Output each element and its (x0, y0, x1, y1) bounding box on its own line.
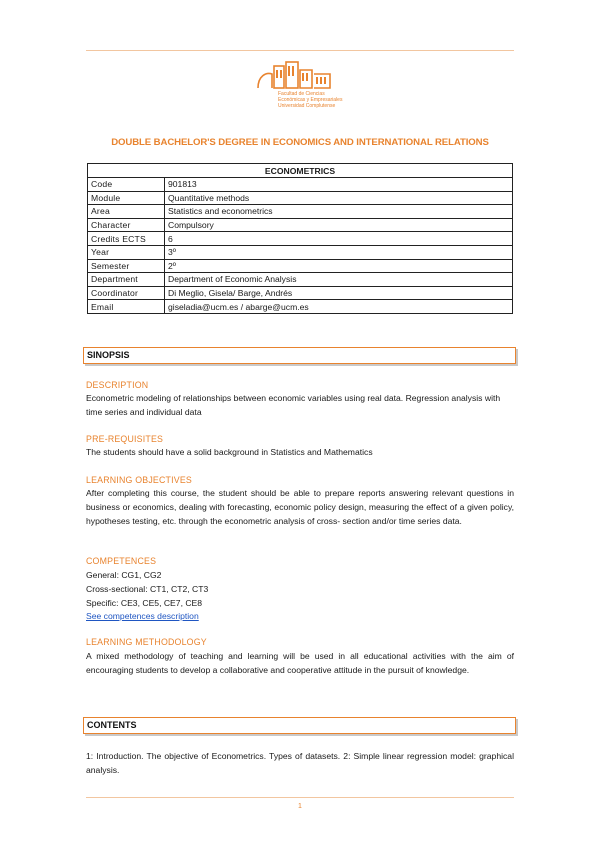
contents-text: 1: Introduction. The objective of Econometrics. Types of datasets. 2: Simple linear regression model: graphical analysis. (86, 751, 514, 775)
description-text: Econometric modeling of relationships between economic variables using real data. Regression analysis with time series and individual data (86, 393, 501, 417)
footer-rule (86, 797, 514, 798)
degree-title: DOUBLE BACHELOR'S DEGREE IN ECONOMICS AND INTERNATIONAL RELATIONS (111, 137, 489, 148)
prereq-text: The students should have a solid background in Statistics and Mathematics (86, 447, 373, 457)
sinopsis-section-header (83, 347, 516, 364)
contents-section-header (83, 717, 516, 734)
competences-specific: Specific: CE3, CE5, CE7, CE8 (86, 598, 203, 608)
table-row: Coordinator Di Meglio, Gisela/ Barge, Andrés (88, 286, 513, 300)
table-row: Email giseladia@ucm.es / abarge@ucm.es (88, 300, 513, 314)
sinopsis-title: SINOPSIS (87, 350, 130, 360)
objectives-heading: LEARNING OBJECTIVES (86, 475, 192, 485)
table-row: Character Compulsory (88, 218, 513, 232)
competences-general: General: CG1, CG2 (86, 570, 162, 580)
objectives-text: After completing this course, the student should be able to prepare reports answering relevant questions in business or economics, dealing with forecasting, economic policy design, measuring the effect of a given policy, hypotheses testing, etc. through the econometric analysis of cross- section and/or time series data. (86, 488, 514, 526)
table-row: Area Statistics and econometrics (88, 205, 513, 219)
logo-text-1: Facultad de Ciencias (278, 91, 325, 97)
course-name: ECONOMETRICS (88, 164, 513, 178)
logo-text-3: Universidad Complutense (278, 103, 336, 109)
faculty-logo (252, 58, 343, 109)
course-info-table (87, 163, 513, 314)
description-heading: DESCRIPTION (86, 380, 149, 390)
contents-title: CONTENTS (87, 720, 137, 730)
methodology-text: A mixed methodology of teaching and learning will be used in all educational activities with the aim of encouraging students to develop a collaborative and cooperative attitude in the pursuit of knowledge. (86, 651, 514, 675)
prereq-heading: PRE-REQUISITES (86, 434, 164, 444)
methodology-heading: LEARNING METHODOLOGY (86, 637, 207, 647)
table-row: Year 3º (88, 245, 513, 259)
table-row: Code 901813 (88, 178, 513, 192)
header-rule (86, 50, 514, 51)
table-row: Module Quantitative methods (88, 191, 513, 205)
table-row: Semester 2º (88, 259, 513, 273)
competences-link[interactable]: See competences description (86, 611, 199, 621)
table-row: Credits ECTS 6 (88, 232, 513, 246)
logo-text-2: Económicas y Empresariales (278, 97, 343, 103)
table-row: Department Department of Economic Analysis (88, 273, 513, 287)
building-logo-icon (252, 58, 336, 92)
competences-cross: Cross-sectional: CT1, CT2, CT3 (86, 584, 209, 594)
competences-heading: COMPETENCES (86, 556, 157, 566)
page-number: 1 (298, 803, 302, 810)
